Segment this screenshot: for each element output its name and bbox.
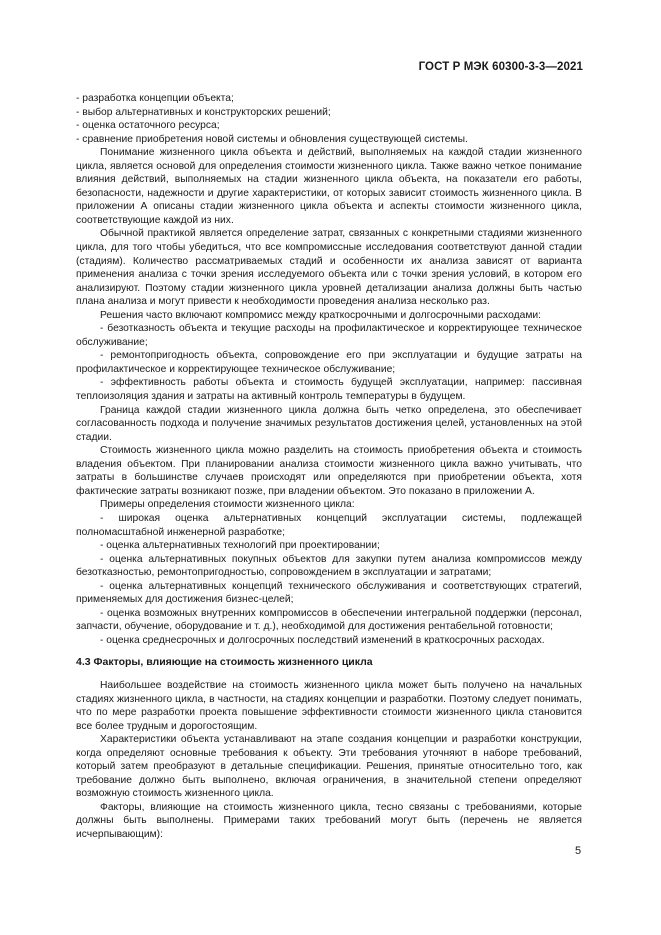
section-heading: 4.3 Факторы, влияющие на стоимость жизненного цикла	[76, 656, 373, 669]
list-item: - оценка среднесрочных и долгосрочных последствий изменений в краткосрочных расходах.	[100, 634, 545, 646]
page-number: 5	[575, 845, 582, 857]
paragraph: Примеры определения стоимости жизненного цикла:	[100, 499, 355, 511]
list-item: - оценка альтернативных покупных объектов для закупки путем анализа компромиссов между безотказностью, ремонтопригодностью, сопровождением в эксплуатации и затратами;	[76, 553, 582, 579]
paragraph: Факторы, влияющие на стоимость жизненного цикла, тесно связаны с требованиями, которые должны быть выполнены. Примерами таких требований могут быть (перечень не является исчерпывающим):	[76, 801, 582, 840]
list-item: - оценка альтернативных концепций технического обслуживания и соответствующих стратегий, применяемых для достижения бизнес-целей;	[76, 580, 582, 606]
list-item: - оценка альтернативных технологий при проектировании;	[100, 540, 380, 552]
paragraph: Стоимость жизненного цикла можно разделить на стоимость приобретения объекта и стоимость владения объектом. При планировании анализа стоимости жизненного цикла важно учитывать, что затраты в большинстве случаев происходят или определяются при приобретении объекта, хотя фактические затраты возникают позже, при владении объектом. Это показано в приложении А.	[76, 445, 582, 497]
list-item: - широкая оценка альтернативных концепций эксплуатации системы, подлежащей полномасштабной инженерной разработке;	[76, 512, 582, 538]
paragraph: Обычной практикой является определение затрат, связанных с конкретными стадиями жизненного цикла, для того чтобы убедиться, что все компромиссные исследования соответствуют данной стадии (стадиям). Количество рассматриваемых стадий и особенности их анализа зависят от варианта применения анализа с точки зрения исследуемого объекта или с точки зрения условий, в котором его анализируют. Поэтому стадии жизненного цикла уровней детализации анализа должны быть частью плана анализа и могут привести к необходимости проведения анализа несколько раз.	[76, 228, 582, 308]
list-item: - сравнение приобретения новой системы и обновления существующей системы.	[76, 133, 468, 145]
list-item: - безотказность объекта и текущие расходы на профилактическое и корректирующее техническое обслуживание;	[76, 323, 582, 348]
paragraph: Характеристики объекта устанавливают на этапе создания концепции и разработки конструкции, когда определяют основные требования к объекту. Эти требования уточняют в наборе требований, который затем преобразуют в детальные спецификации. Решения, принятые относительно того, как требование должно быть выполнено, включая ограничения, в значительной степени определяют возможную стоимость жизненного цикла.	[76, 734, 582, 800]
document-body	[76, 92, 582, 842]
list-item: - оценка остаточного ресурса;	[76, 120, 220, 132]
paragraph: Граница каждой стадии жизненного цикла должна быть четко определена, это обеспечивает согласованность подхода и получение значимых результатов достижения целей, установленных на этой стадии.	[76, 404, 582, 443]
document-header: ГОСТ Р МЭК 60300-3-3—2021	[418, 61, 583, 73]
paragraph: Решения часто включают компромисс между краткосрочными и долгосрочными расходами:	[100, 309, 542, 321]
list-item: - разработка концепции объекта;	[76, 93, 234, 104]
paragraph: Понимание жизненного цикла объекта и действий, выполняемых на каждой стадии жизненного цикла, является основой для определения стоимости жизненного цикла. Также важно четкое понимание влияния действий, выполняемых на стадии жизненного цикла объекта, на показатели его работы, безопасности, надежности и другие характеристики, от которых зависит стоимость жизненного цикла. В приложении А описаны стадии жизненного цикла объекта и аспекты стоимости жизненного цикла, соответствующие каждой из них.	[76, 147, 582, 226]
list-item: - эффективность работы объекта и стоимость будущей эксплуатации, например: пассивная теплоизоляция здания и затраты на активный контроль температуры в будущем.	[76, 377, 582, 403]
list-item: - ремонтопригодность объекта, сопровождение его при эксплуатации и будущие затраты на профилактическое и корректирующее техническое обслуживание;	[76, 350, 582, 375]
list-item: - оценка возможных внутренних компромиссов в обеспечении интегральной поддержки (персонал, запчасти, обучение, оборудование и т. д.), необходимой для достижения рентабельной готовности;	[76, 607, 582, 633]
paragraph: Наибольшее воздействие на стоимость жизненного цикла может быть получено на начальных стадиях жизненного цикла, в частности, на стадиях концепции и разработки. Поэтому следует понимать, что по мере разработки проекта повышение эффективности стоимости жизненного цикла становится все более трудным и дорогостоящим.	[76, 679, 582, 732]
list-item: - выбор альтернативных и конструкторских решений;	[76, 106, 331, 118]
